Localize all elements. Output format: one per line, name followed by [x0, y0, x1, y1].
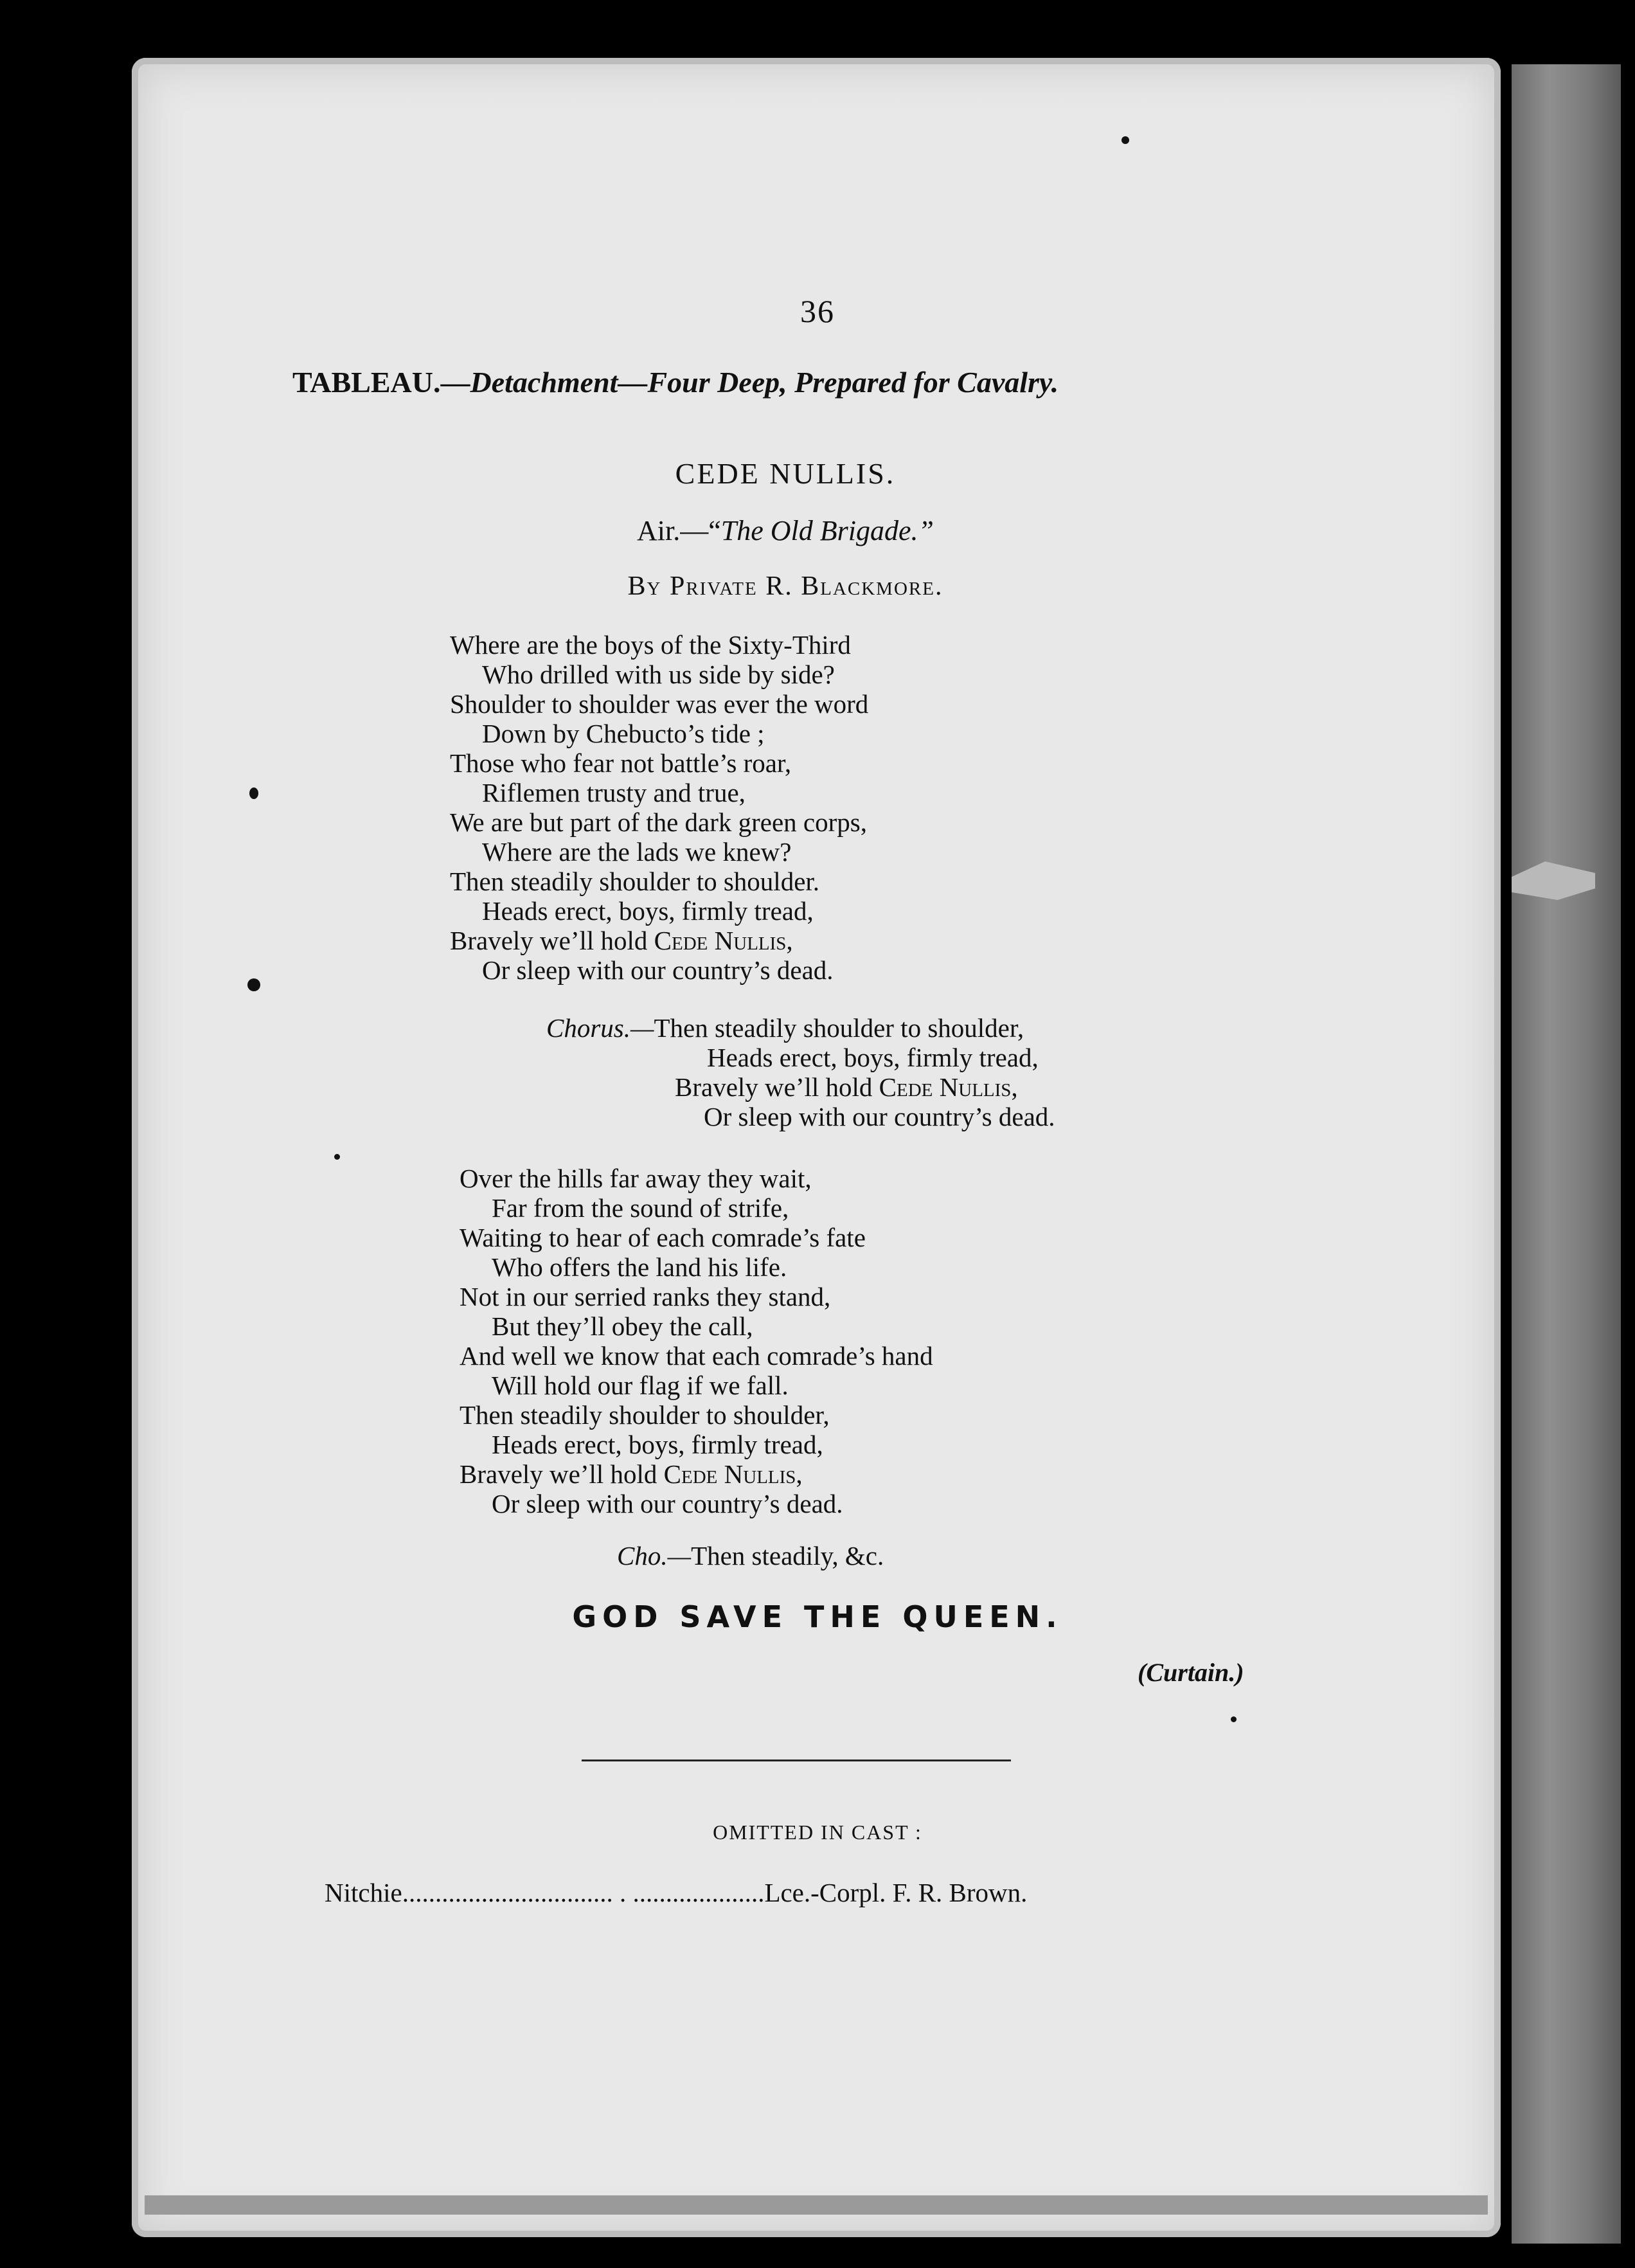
verse-line: [450, 926, 868, 955]
cede-nullis: Cede Nullis,: [879, 1072, 1018, 1102]
cast-actor: Lce.-Corpl. F. R. Brown.: [764, 1878, 1028, 1907]
page-number: 36: [800, 293, 835, 329]
air-line: [0, 514, 1571, 547]
verse-line: But they’ll obey the call,: [492, 1311, 753, 1341]
tableau-direction: [292, 365, 1059, 399]
stanza-1: [450, 630, 868, 985]
stanza-2: [460, 1164, 933, 1518]
verse-line: Where are the lads we knew?: [482, 837, 792, 867]
cede-nullis: Cede Nullis,: [654, 926, 793, 955]
verse-line: Will hold our flag if we fall.: [492, 1371, 789, 1400]
verse-line: Heads erect, boys, firmly tread,: [492, 1430, 823, 1459]
verse-line: Waiting to hear of each comrade’s fate: [460, 1223, 866, 1252]
god-save-the-queen: GOD SAVE THE QUEEN.: [572, 1599, 1063, 1634]
ink-speck: [247, 978, 260, 991]
verse-line: Where are the boys of the Sixty-Third: [450, 630, 851, 660]
air-label: Air.—“: [637, 515, 721, 546]
chorus-line: [546, 1013, 1055, 1043]
verse-line: [460, 1459, 933, 1489]
cast-entry: [325, 1877, 1027, 1908]
verse-line: Over the hills far away they wait,: [460, 1164, 812, 1193]
chorus: [546, 1013, 1055, 1131]
chorus-text: Then steadily shoulder to shoulder,: [654, 1013, 1024, 1043]
verse-line: Not in our serried ranks they stand,: [460, 1282, 831, 1311]
verse-line: Or sleep with our country’s dead.: [482, 955, 834, 985]
ink-speck: [1231, 1716, 1237, 1722]
verse-line: Shoulder to shoulder was ever the word: [450, 689, 869, 719]
ink-speck: [334, 1154, 340, 1160]
verse-text: Bravely we’ll hold: [460, 1459, 664, 1489]
ink-speck: [249, 788, 258, 799]
tableau-label: TABLEAU.—: [292, 366, 470, 399]
divider-rule: [582, 1760, 1011, 1761]
song-title: CEDE NULLIS.: [675, 457, 896, 490]
adjacent-page-strip: [1512, 64, 1621, 2244]
verse-line: Far from the sound of strife,: [492, 1193, 789, 1223]
verse-line: Riflemen trusty and true,: [482, 778, 746, 807]
cast-leader: ................................ . ....................: [402, 1878, 765, 1907]
cho-text: Then steadily, &c.: [691, 1541, 884, 1571]
cast-role: Nitchie: [325, 1878, 402, 1907]
torn-paper: [1512, 861, 1595, 900]
verse-line: Who offers the land his life.: [492, 1252, 787, 1282]
cho-label: Cho.—: [617, 1541, 692, 1571]
verse-line: We are but part of the dark green corps,: [450, 807, 867, 837]
chorus-line: Or sleep with our country’s dead.: [704, 1102, 1055, 1131]
chorus-label: Chorus.—: [546, 1013, 654, 1043]
verse-line: Those who fear not battle’s roar,: [450, 748, 792, 778]
chorus-line: Heads erect, boys, firmly tread,: [707, 1043, 1039, 1072]
air-title: The Old Brigade.”: [720, 515, 934, 546]
cho-line: [617, 1540, 884, 1571]
verse-line: Or sleep with our country’s dead.: [492, 1489, 843, 1518]
verse-line: Who drilled with us side by side?: [482, 660, 835, 689]
verse-line: Then steadily shoulder to shoulder,: [460, 1400, 830, 1430]
chorus-line: [546, 1072, 1055, 1102]
omitted-heading: OMITTED IN CAST :: [713, 1821, 922, 1844]
page-edge: [145, 2195, 1488, 2215]
chorus-text: Bravely we’ll hold: [675, 1072, 879, 1102]
curtain-direction: (Curtain.): [1138, 1658, 1244, 1687]
verse-line: Down by Chebucto’s tide ;: [482, 719, 765, 748]
verse-line: And well we know that each comrade’s hand: [460, 1341, 933, 1371]
cede-nullis: Cede Nullis,: [663, 1459, 803, 1489]
verse-line: Then steadily shoulder to shoulder.: [450, 867, 820, 896]
tableau-detail: Detachment—Four Deep, Prepared for Cavalry.: [470, 366, 1059, 399]
verse-text: Bravely we’ll hold: [450, 926, 654, 955]
ink-speck: [1121, 136, 1129, 144]
verse-line: Heads erect, boys, firmly tread,: [482, 896, 814, 926]
byline: By Private R. Blackmore.: [627, 572, 943, 601]
